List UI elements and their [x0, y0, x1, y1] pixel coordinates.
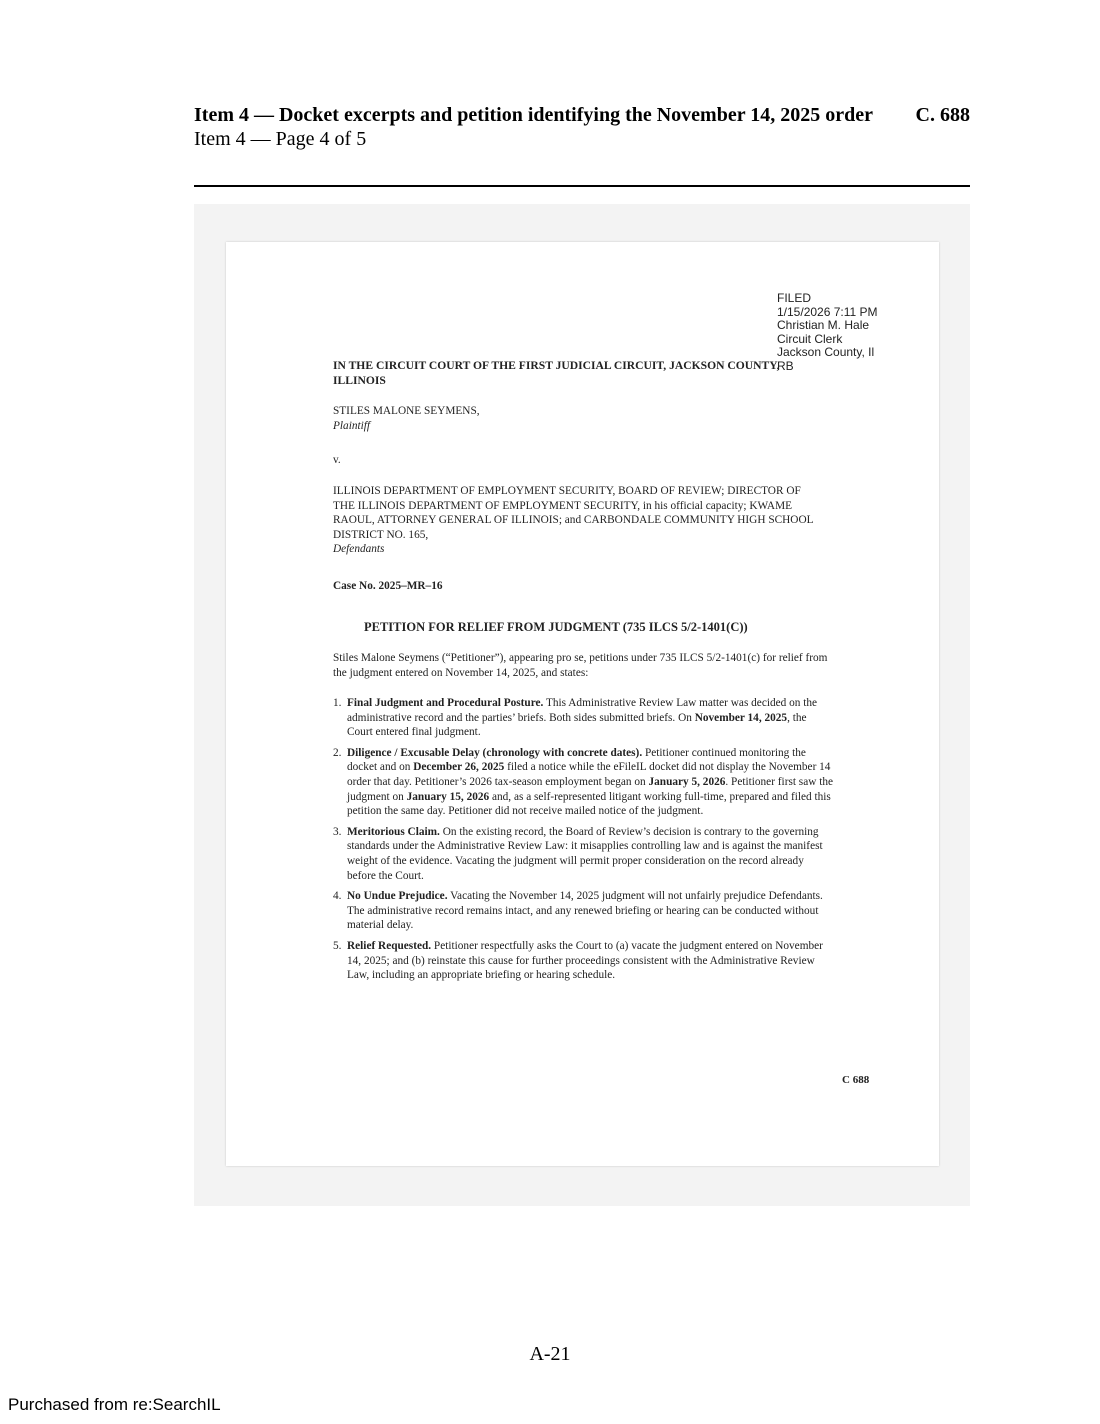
exhibit-page-label: Item 4 — Page 4 of 5 [194, 128, 367, 150]
defendants-role: Defendants [333, 543, 385, 556]
record-reference: C. 688 [915, 104, 970, 126]
stamp-line: FILED [777, 291, 812, 305]
paragraph-heading: No Undue Prejudice. [347, 890, 448, 903]
petition-title: PETITION FOR RELIEF FROM JUDGMENT (735 ILCS 5/2-1401(C)) [364, 620, 748, 634]
paragraph-text: This Administrative Review Law matter was decided on the administrative record and the parties’ briefs. Both sides submitted briefs. On [347, 697, 818, 724]
filed-stamp [777, 292, 878, 373]
paragraph-date: December 26, 2025 [413, 761, 505, 774]
paragraph-heading: Diligence / Excusable Delay (chronology with concrete dates). [347, 746, 643, 759]
petition-intro: Stiles Malone Seymens (“Petitioner”), appearing pro se, petitions under 735 ILCS 5/2-1401(c) for relief from the judgment entered on November 14, 2025, and states: [333, 652, 828, 679]
defendants-list: ILLINOIS DEPARTMENT OF EMPLOYMENT SECURITY, BOARD OF REVIEW; DIRECTOR OF THE ILLINOIS DEPARTMENT OF EMPLOYMENT SECURITY, in his official capacity; KWAME RAOUL, ATTORNEY GENERAL OF ILLINOIS; and CARBONDALE COMMUNITY HIGH SCHOOL DISTRICT NO. 165, [333, 485, 814, 541]
stamp-line: RB [777, 358, 794, 373]
paragraph-text: and, as a self-represented litigant working full-time, prepared and filed this petition the same day. Petitioner did not receive mailed notice of the judgment. [347, 790, 831, 818]
paragraph-date: January 15, 2026 [406, 790, 490, 803]
paragraph-text: On the existing record, the Board of Review’s decision is contrary to the governing standards under the Administrative Review Law: it misapplies controlling law and is against the manifest weight of the evidence. Vacating the judgment will permit proper consideration on the record already before the Court. [347, 825, 823, 882]
plaintiff-block [333, 404, 480, 433]
case-number: Case No. 2025–MR–16 [333, 580, 443, 592]
paragraph-number: 1. [333, 697, 342, 709]
paragraph-5 [333, 939, 833, 983]
paragraph-3 [333, 825, 833, 883]
stamp-line: Christian M. Hale [777, 318, 870, 332]
paragraph-1 [333, 696, 833, 740]
paragraph-4 [333, 889, 833, 933]
paragraph-text: Petitioner continued monitoring the docket and on [347, 746, 806, 774]
paragraph-text: , the Court entered final judgment. [347, 711, 807, 739]
paragraph-text: . Petitioner first saw the judgment on [347, 775, 834, 803]
paragraph-2 [333, 746, 833, 819]
paragraph-date: November 14, 2025 [694, 711, 788, 724]
purchase-watermark: Purchased from re:SearchIL [8, 1395, 221, 1414]
paragraph-number: 4. [333, 890, 342, 903]
appendix-page-number: A-21 [529, 1343, 571, 1365]
exhibit-title: Item 4 — Docket excerpts and petition identifying the November 14, 2025 order [194, 104, 873, 126]
exhibit-header [194, 103, 970, 151]
paragraph-heading: Final Judgment and Procedural Posture. [347, 697, 544, 709]
plaintiff-role: Plaintiff [333, 419, 371, 432]
header-divider [194, 185, 970, 187]
stamp-line: Jackson County, Il [777, 345, 875, 359]
paragraph-number: 5. [333, 939, 342, 952]
paragraph-number: 3. [333, 825, 342, 838]
paragraph-text: filed a notice while the eFileIL docket did not display the November 14 order that day. Petitioner’s 2026 tax-season employment began on [347, 761, 831, 788]
versus: v. [333, 454, 341, 466]
plaintiff-name: STILES MALONE SEYMENS, [333, 405, 480, 417]
paragraph-date: January 5, 2026 [648, 775, 726, 788]
paragraph-heading: Meritorious Claim. [347, 825, 440, 838]
court-caption: IN THE CIRCUIT COURT OF THE FIRST JUDICIAL CIRCUIT, JACKSON COUNTY, ILLINOIS [333, 359, 780, 387]
petition-page [226, 242, 939, 1166]
paragraph-text: Petitioner respectfully asks the Court to (a) vacate the judgment entered on November 14, 2025; and (b) reinstate this cause for further proceedings consistent with the Administrative Review Law, including an appropriate briefing or hearing schedule. [347, 939, 823, 982]
stamp-line: 1/15/2026 7:11 PM [777, 304, 878, 319]
paragraph-text: Vacating the November 14, 2025 judgment will not unfairly prejudice Defendants. The administrative record remains intact, and any renewed briefing or hearing can be conducted without material delay. [347, 890, 823, 932]
record-page-mark: C 688 [842, 1074, 870, 1086]
paragraph-heading: Relief Requested. [347, 939, 432, 952]
stamp-line: Circuit Clerk [777, 331, 843, 346]
defendants-block [333, 484, 823, 557]
paragraph-number: 2. [333, 746, 342, 759]
numbered-paragraphs [333, 696, 833, 989]
